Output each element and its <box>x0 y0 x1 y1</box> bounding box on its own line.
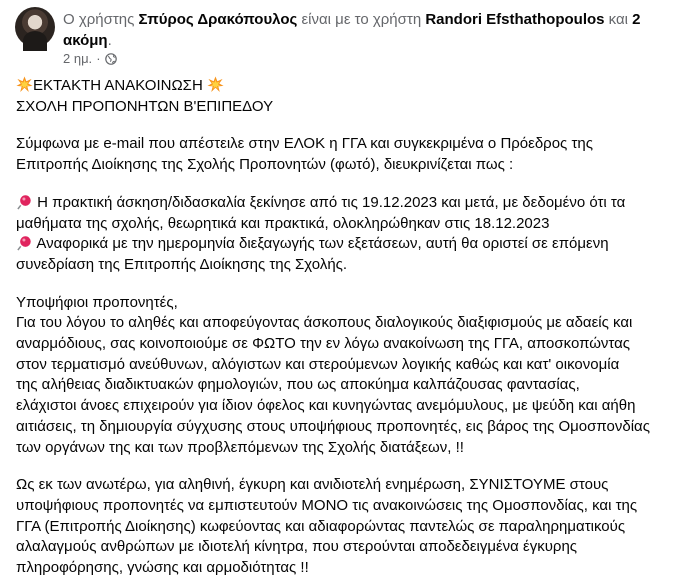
para3-line: Υποψήφιοι προπονητές, <box>16 293 178 311</box>
header-prefix: Ο χρήστης <box>63 11 139 28</box>
round-pushpin-icon <box>16 193 33 210</box>
para3-line: αιτιάσεις, τη δημιουργία σύγχυσης στους υποψήφιους προπονητές, εις βάρος της Ομοσπονδίας <box>16 417 650 435</box>
bullet-2-text: Αναφορικά με την ημερομηνία διεξαγωγής των εξετάσεων, αυτή θα οριστεί σε επόμενη <box>33 235 609 253</box>
announcement-title: ΕΚΤΑΚΤΗ ΑΝΑΚΟΙΝΩΣΗ <box>33 77 203 94</box>
para1-line-2: Επιτροπής Διοίκησης της Σχολής Προπονητών (φωτό), διευκρινίζεται πως : <box>16 156 514 174</box>
author-name-link[interactable]: Σπύρος Δρακόπουλος <box>138 11 298 28</box>
para1-line-1: Σύμφωνα με e-mail που απέστειλε στην ΕΛΟΚ η ΓΓΑ και συγκεκριμένα ο Πρόεδρος της <box>16 135 593 153</box>
header-connector: και <box>604 11 633 28</box>
bullet-1-text: Η πρακτική άσκηση/διδασκαλία ξεκίνησε από τις 19.12.2023 και μετά, με δεδομένο ότι τα <box>33 193 626 211</box>
para3-line: στον τερματισμό ανεύθυνων, αλόγιστων και στερούμενων λογικής καθώς και κατ' οικονομία <box>16 355 620 373</box>
author-avatar[interactable] <box>15 7 55 47</box>
collision-icon <box>16 76 33 93</box>
post-header <box>63 9 663 51</box>
para4-line: Ως εκ των ανωτέρω, για αληθινή, έγκυρη και ανιδιοτελή ενημέρωση, ΣΥΝΙΣΤΟΥΜΕ στους <box>16 476 609 494</box>
globe-icon[interactable] <box>105 53 117 65</box>
para3-line: αναρμόδιους, σας κοινοποιούμε σε ΦΩΤΟ την εν λόγω ανακοίνωση της ΓΓΑ, αποσκοπώντας <box>16 335 631 353</box>
para4-line: ΓΓΑ (Επιτροπής Διοίκησης) κωφεύοντας και αδιαφορώντας παντελώς σε παραληρηματικούς <box>16 517 626 535</box>
bullet-2-line-1 <box>16 234 666 255</box>
post-meta <box>63 51 117 67</box>
header-suffix: . <box>107 32 112 49</box>
meta-separator: · <box>96 51 101 66</box>
para4-line: αλαλαγμούς ανθρώπων με ιδιοτελή κίνητρα, που στερούνται αποδεδειγμένα έγκυρης <box>16 538 578 556</box>
collision-icon <box>207 76 224 93</box>
tagged-user-link[interactable]: Randori Efsthathopoulos <box>425 11 605 28</box>
bullet-2-line-2: συνεδρίαση της Επιτροπής Διοίκησης της Σχολής. <box>16 255 348 273</box>
para3-line: της αλήθειας διαδικτυακών φημολογιών, που ως αποκύημα καλπάζουσας φαντασίας, <box>16 376 580 394</box>
post-body <box>16 76 666 579</box>
round-pushpin-icon <box>16 234 33 251</box>
bullet-1-line-1 <box>16 193 666 214</box>
title-line-2: ΣΧΟΛΗ ΠΡΟΠΟΝΗΤΩΝ Β'ΕΠΙΠΕΔΟΥ <box>16 97 274 115</box>
para3-line: ελάχιστοι άνοες επιχειρούν για ίδιον όφελος και κυνηγώντας ανεμόμυλους, με ψεύδη και αήθη <box>16 397 636 415</box>
bullet-1-line-2: μαθήματα της σχολής, θεωρητικά και πρακτικά, ολοκληρώθηκαν στις 18.12.2023 <box>16 214 550 232</box>
para3-line: Για του λόγου το αληθές και αποφεύγοντας άσκοπους διαλογικούς διαξιφισμούς με αδαείς και <box>16 314 633 332</box>
post-time-link[interactable]: 2 ημ. <box>63 51 93 66</box>
para4-line: υποψήφιους προπονητές να εμπιστευτούν ΜΟΝΟ τις ανακοινώσεις της Ομοσπονδίας, και της <box>16 496 638 514</box>
para3-line: των οργάνων της και των προβλεπόμενων της Σχολής διατάξεων, !! <box>16 438 464 456</box>
header-middle: είναι με το χρήστη <box>297 11 426 28</box>
others-link[interactable]: 2 ακόμη <box>63 11 641 49</box>
title-line-1 <box>16 76 666 97</box>
para4-line: πληροφόρησης, γνώσης και αρμοδιότητας !! <box>16 559 309 577</box>
